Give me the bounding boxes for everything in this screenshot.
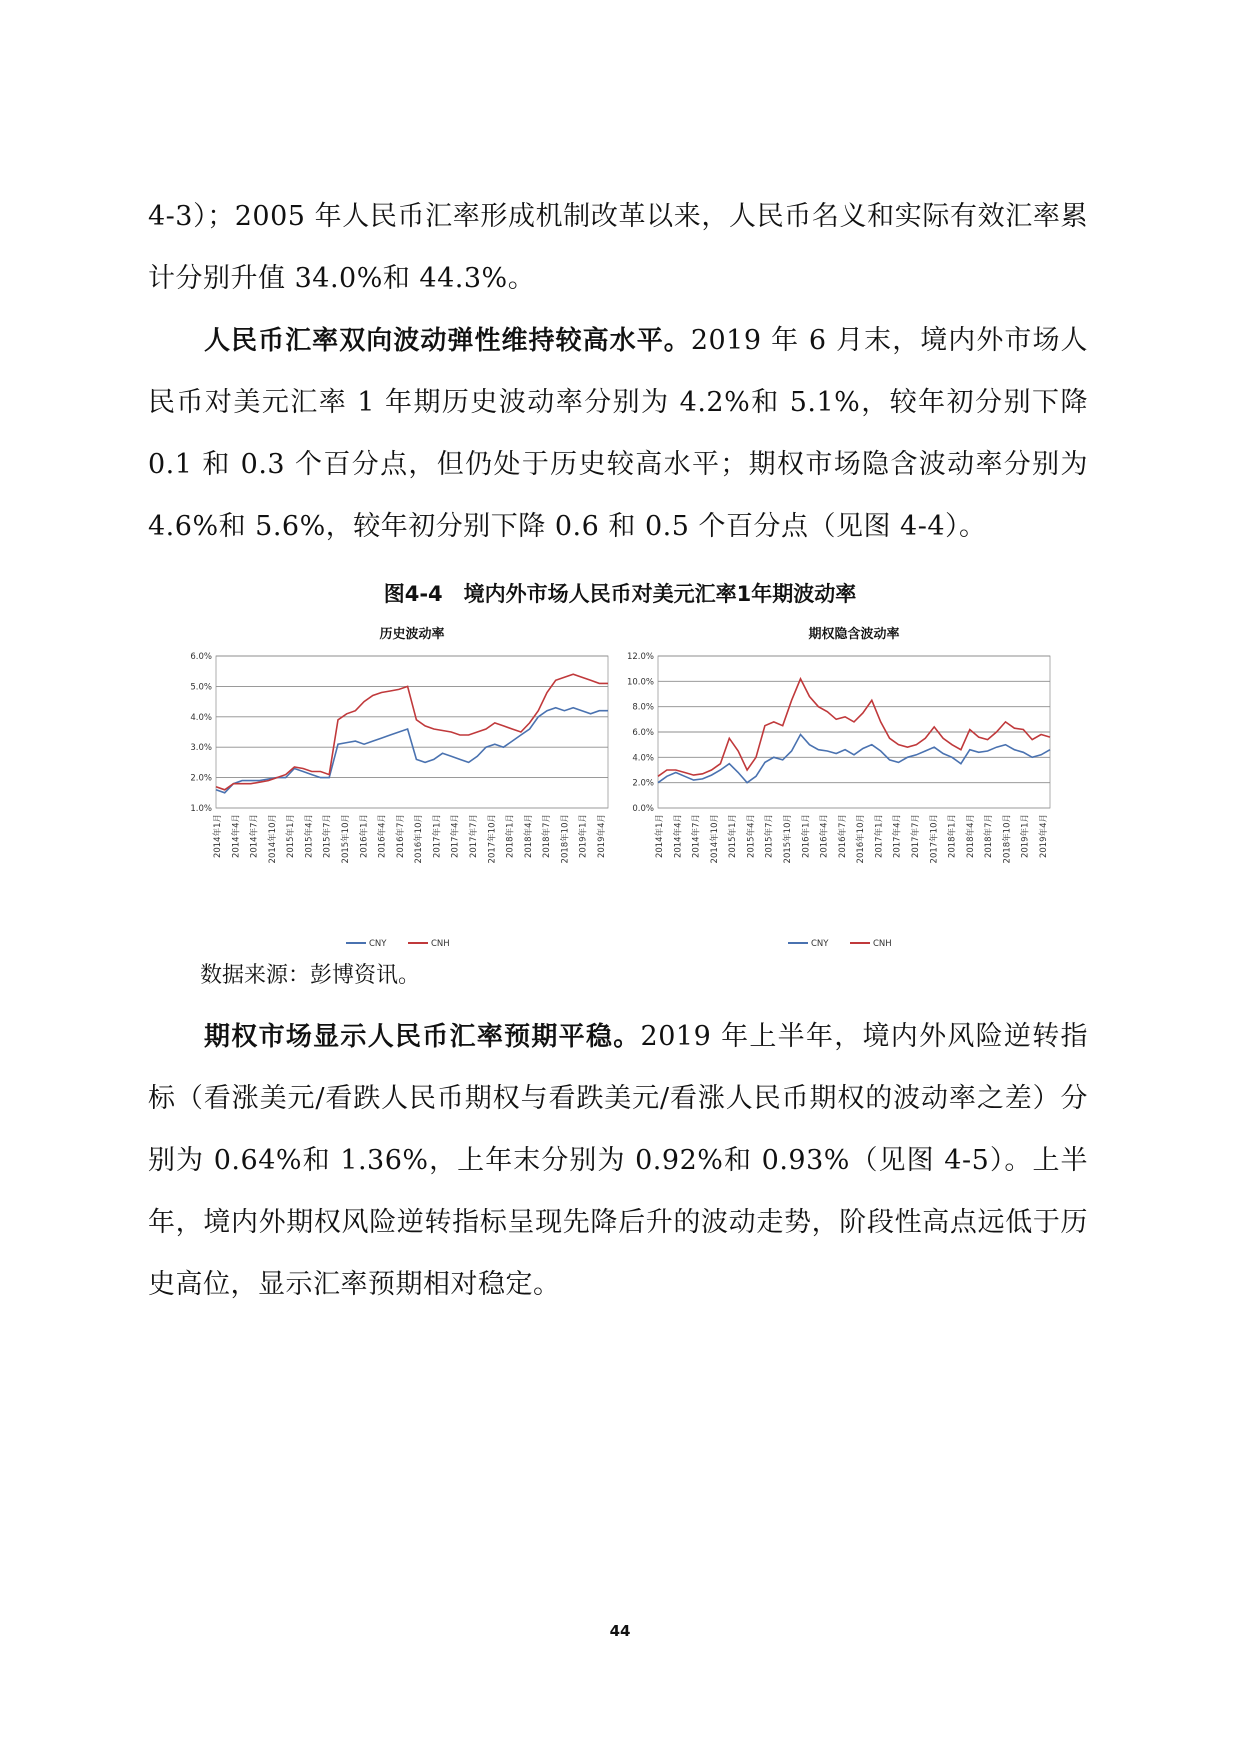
x-tick-label: 2015年1月 [286, 814, 297, 859]
x-tick-label: 2017年4月 [892, 814, 903, 859]
x-tick-label: 2018年7月 [984, 814, 995, 859]
chart-title: 历史波动率 [379, 627, 445, 642]
series-line-cny [658, 735, 1050, 783]
y-tick-label: 4.0% [632, 753, 654, 764]
x-tick-label: 2016年4月 [819, 814, 830, 859]
y-tick-label: 0.0% [632, 804, 654, 814]
y-tick-label: 1.0% [190, 804, 212, 814]
series-line-cnh [216, 674, 608, 790]
legend-label-cnh: CNH [431, 939, 450, 949]
x-tick-label: 2018年7月 [542, 814, 553, 859]
x-tick-label: 2015年4月 [746, 814, 757, 859]
figure-title: 图4-4 境内外市场人民币对美元汇率1年期波动率 [383, 582, 857, 606]
x-tick-label: 2015年7月 [322, 814, 333, 859]
x-tick-label: 2016年7月 [837, 814, 848, 859]
y-tick-label: 5.0% [190, 682, 212, 693]
x-tick-label: 2017年1月 [432, 814, 443, 859]
x-tick-label: 2015年10月 [783, 814, 793, 864]
y-tick-label: 2.0% [190, 773, 212, 784]
y-tick-label: 3.0% [190, 743, 212, 754]
paragraph-3 [148, 1006, 1088, 1316]
x-tick-label: 2018年4月 [523, 814, 534, 859]
paragraph-3-lead: 期权市场显示人民币汇率预期平稳。 [204, 1022, 641, 1052]
x-tick-label: 2019年1月 [1020, 814, 1031, 859]
x-tick-label: 2019年1月 [578, 814, 589, 859]
y-tick-label: 6.0% [632, 728, 654, 738]
legend-label-cnh: CNH [873, 939, 892, 949]
x-tick-label: 2016年10月 [414, 814, 425, 864]
x-tick-label: 2014年4月 [673, 814, 684, 859]
x-tick-label: 2018年4月 [965, 814, 976, 859]
y-tick-label: 12.0% [626, 652, 654, 662]
x-tick-label: 2017年1月 [874, 814, 885, 859]
x-tick-label: 2014年1月 [655, 814, 665, 859]
x-tick-label: 2018年1月 [505, 814, 516, 859]
x-tick-label: 2014年4月 [231, 814, 242, 859]
x-tick-label: 2015年1月 [728, 814, 739, 859]
x-tick-label: 2018年10月 [1002, 814, 1013, 864]
paragraph-3-text: 2019 年上半年，境内外风险逆转指标（看涨美元/看跌人民币期权与看跌美元/看涨人民币期权的波动率之差）分别为 0.64%和 1.36%，上年末分别为 0.92%和 0.93%（见图 4-5）。上半年，境内外期权风险逆转指标呈现先降后升的波动走势，阶段性高点远低于历史高位，显示汇率预期相对稳定。 [148, 1021, 1088, 1300]
paragraph-2-lead: 人民币汇率双向波动弹性维持较高水平。 [204, 326, 691, 356]
y-tick-label: 4.0% [190, 712, 212, 723]
data-source: 数据来源：彭博资讯。 [200, 963, 421, 988]
y-tick-label: 6.0% [190, 652, 212, 662]
y-tick-label: 8.0% [632, 702, 654, 713]
paragraph-2-text: 2019 年 6 月末，境内外市场人民币对美元汇率 1 年期历史波动率分别为 4.2%和 5.1%，较年初分别下降 0.1 和 0.3 个百分点，但仍处于历史较高水平；期权市场隐含波动率分别为 4.6%和 5.6%，较年初分别下降 0.6 和 0.5 个百分点（见图 4-4）。 [148, 325, 1088, 542]
x-tick-label: 2014年7月 [691, 814, 702, 859]
paragraph-2 [148, 310, 1088, 558]
legend-label-cny: CNY [369, 939, 387, 949]
x-tick-label: 2018年10月 [560, 814, 571, 864]
historical-volatility-chart [178, 618, 618, 958]
x-tick-label: 2017年7月 [469, 814, 479, 859]
x-tick-label: 2017年10月 [487, 814, 498, 864]
x-tick-label: 2015年7月 [764, 814, 775, 859]
x-tick-label: 2017年10月 [929, 814, 940, 864]
x-tick-label: 2016年10月 [856, 814, 867, 864]
x-tick-label: 2014年7月 [249, 814, 260, 859]
x-tick-label: 2019年4月 [597, 814, 607, 859]
x-tick-label: 2019年4月 [1039, 814, 1049, 859]
y-tick-label: 2.0% [632, 778, 654, 789]
x-tick-label: 2018年1月 [947, 814, 958, 859]
paragraph-1 [148, 186, 1088, 310]
x-tick-label: 2016年1月 [359, 814, 370, 859]
series-line-cnh [658, 679, 1050, 777]
plot-area [216, 656, 608, 808]
page-number: 44 [609, 1622, 631, 1640]
x-tick-label: 2017年7月 [911, 814, 921, 859]
x-tick-label: 2015年10月 [341, 814, 351, 864]
chart-title: 期权隐含波动率 [808, 627, 900, 642]
paragraph-1-text: 4-3）；2005 年人民币汇率形成机制改革以来，人民币名义和实际有效汇率累计分别升值 34.0%和 44.3%。 [148, 201, 1088, 294]
x-tick-label: 2016年7月 [395, 814, 406, 859]
x-tick-label: 2017年4月 [450, 814, 461, 859]
x-tick-label: 2016年1月 [801, 814, 812, 859]
x-tick-label: 2015年4月 [304, 814, 315, 859]
series-line-cny [216, 708, 608, 793]
y-tick-label: 10.0% [626, 677, 654, 688]
x-tick-label: 2016年4月 [377, 814, 388, 859]
x-tick-label: 2014年1月 [213, 814, 223, 859]
implied-volatility-chart [620, 618, 1060, 958]
legend-label-cny: CNY [811, 939, 829, 949]
x-tick-label: 2014年10月 [709, 814, 720, 864]
x-tick-label: 2014年10月 [267, 814, 278, 864]
